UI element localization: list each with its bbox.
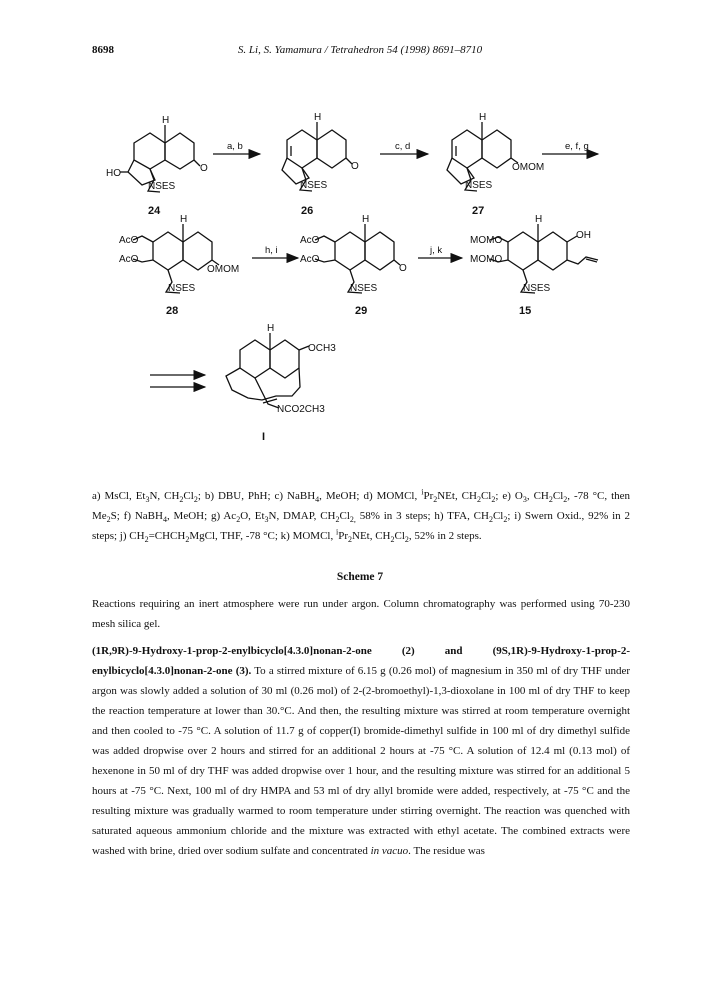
label-oh: OH	[576, 230, 591, 241]
general-methods-paragraph: Reactions requiring an inert atmosphere were run under argon. Column chromatography was performed using 70-230 mesh silica gel.	[92, 598, 630, 630]
procedure-text: To a stirred mixture of 6.15 g (0.26 mol) of magnesium in 350 ml of dry THF under argon was slowly added a solution of 30 ml (0.26 mol) of 2-(2-bromoethyl)-1,3-dioxolane in 100 ml of dry THF to keep the reaction temperature at lower than 30.°C. And then, the resulting mixture was stirred at room temperature overnight and then cooled to -75 °C. A solution of 11.7 g of copper(I) bromide-dimethyl sulfide in 100 ml of dry dimethyl sulfide was added dropwise over 2 hours and stirred for an additional 2 hours at -75 °C. A solution of 12.4 ml (0.13 mol) of hexenone in 50 ml of dry THF was added dropwise over 1 hour, and the resulting mixture was stirred for an additional 5 hours at -75 °C. Next, 100 ml of dry HMPA and 53 ml of dry allyl bromide were added, respectively, at -75 °C and the resulting mixture was gradually warmed to room temperature under stirring overnight. The reaction was quenched with saturated aqueous ammonium chloride and the mixture was extracted with ethyl acetate. The combined extracts were washed with brine, dried over sodium sulfate and concentrated	[92, 665, 630, 857]
scheme-caption: Scheme 7	[336, 571, 384, 583]
experimental-paragraph	[92, 641, 630, 861]
reaction-scheme	[0, 0, 720, 480]
compound-label-I: I	[262, 431, 266, 443]
label-nses: NSES	[523, 283, 551, 294]
label-o: O	[399, 263, 407, 274]
label-nses: NSES	[350, 283, 378, 294]
label-momo: MOMO	[470, 254, 503, 265]
label-nco2ch3: NCO2CH3	[277, 404, 325, 415]
label-h: H	[535, 214, 543, 225]
procedure-tail-text: . The residue was	[408, 845, 485, 857]
label-h: H	[314, 112, 322, 123]
label-nses: NSES	[168, 283, 196, 294]
label-aco: AcO	[119, 235, 139, 246]
label-nses: NSES	[148, 181, 176, 192]
label-omom: OMOM	[512, 162, 545, 173]
compound-label-28: 28	[166, 305, 179, 317]
structure-24	[106, 115, 208, 217]
label-h: H	[362, 214, 370, 225]
structure-26	[282, 112, 359, 217]
structure-28	[119, 214, 239, 317]
reaction-conditions: a) MsCl, $Et_3N$, $CH_2Cl_2$; b) DBU, PhH; c) NaBH$_4$, MeOH; d) MOMCl, $^iPr_2NEt$, $CH_2Cl_2$; e) $O_3$, $CH_2Cl_2$, -78 °C, then $Me_2S$; f) NaBH$_4$, MeOH; g) $Ac_2O$, $Et_3N$, DMAP, $CH_2Cl_{2,}$ 58% in 3 steps; h) TFA, $CH_2Cl_2$; i) Swern Oxid., 92% in 2 steps; j) $CH_2=CHCH_2MgCl$, THF, -78 °C; k) MOMCl, $^iPr_2NEt$, $CH_2Cl_2$, 52% in 2 steps.	[92, 487, 631, 545]
page-number: 8698	[92, 44, 114, 56]
label-aco: AcO	[300, 254, 320, 265]
compound-label-24: 24	[148, 205, 161, 217]
label-h: H	[479, 112, 487, 123]
procedure-italic-text: in vacuo	[370, 845, 409, 857]
label-och3: OCH3	[308, 343, 336, 354]
compound-label-29: 29	[355, 305, 368, 317]
structure-15	[470, 214, 598, 317]
arrow-label-h-i: h, i	[265, 245, 278, 256]
label-momo: MOMO	[470, 235, 503, 246]
compound-label-27: 27	[472, 205, 485, 217]
compound-label-26: 26	[301, 205, 314, 217]
compound-names-heading: (1R,9R)-9-Hydroxy-1-prop-2-enylbicyclo[4.3.0]nonan-2-one (2) and (9S,1R)-9-Hydroxy-1-prop-2-enylbicyclo[4.3.0]nonan-2-one (3).	[92, 645, 630, 677]
label-nses: NSES	[465, 180, 493, 191]
label-ho: HO	[106, 168, 121, 179]
structure-29	[300, 214, 407, 317]
label-h: H	[162, 115, 170, 126]
label-h: H	[180, 214, 188, 225]
running-head: S. Li, S. Yamamura / Tetrahedron 54 (1998) 8691–8710	[237, 44, 483, 56]
arrow-label-a-b: a, b	[227, 141, 243, 152]
structure-27	[447, 112, 544, 217]
label-h: H	[267, 323, 275, 334]
compound-label-15: 15	[519, 305, 532, 317]
label-omom: OMOM	[207, 264, 240, 275]
arrow-label-j-k: j, k	[430, 245, 443, 256]
arrow-label-c-d: c, d	[395, 141, 411, 152]
arrow-label-e-f-g: e, f, g	[565, 141, 589, 152]
structure-I	[226, 323, 336, 443]
label-o: O	[200, 163, 208, 174]
label-nses: NSES	[300, 180, 328, 191]
label-o: O	[351, 161, 359, 172]
label-aco: AcO	[300, 235, 320, 246]
label-aco: AcO	[119, 254, 139, 265]
